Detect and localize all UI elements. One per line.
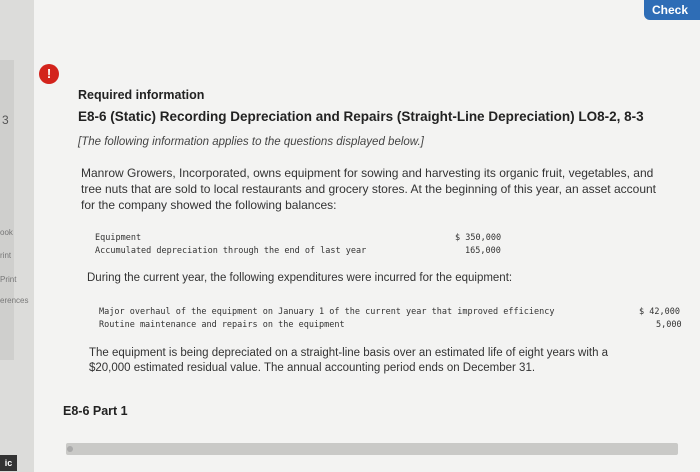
sidebar-link-references[interactable]: erences bbox=[0, 296, 29, 305]
balance-value-accumulated-depreciation: 165,000 bbox=[465, 246, 501, 256]
expenditure-value-maintenance: 5,000 bbox=[656, 320, 682, 330]
expenditure-value-overhaul: $ 42,000 bbox=[639, 307, 680, 317]
sidebar-question-number[interactable]: 3 bbox=[2, 113, 9, 127]
balance-label-accumulated-depreciation: Accumulated depreciation through the end of last year bbox=[95, 246, 367, 256]
balance-label-equipment: Equipment bbox=[95, 233, 142, 243]
depreciation-paragraph: The equipment is being depreciated on a straight-line basis over an estimated life of eight years with a $20,000 estimated residual value. The annual accounting period ends on December 31. bbox=[89, 347, 609, 374]
sidebar-link-print[interactable]: rint bbox=[0, 251, 12, 260]
part-progress-bar[interactable] bbox=[66, 443, 678, 455]
alert-icon: ! bbox=[39, 64, 59, 84]
info-note: [The following information applies to the questions displayed below.] bbox=[78, 136, 424, 148]
required-information-label: Required information bbox=[78, 88, 205, 102]
balance-value-equipment: $ 350,000 bbox=[455, 233, 502, 243]
check-button[interactable]: Check bbox=[644, 0, 700, 20]
expenditures-intro: During the current year, the following expenditures were incurred for the equipment: bbox=[87, 272, 513, 284]
exercise-title: E8-6 (Static) Recording Depreciation and Repairs (Straight-Line Depreciation) LO8-2, 8-3 bbox=[78, 109, 644, 124]
intro-paragraph: Manrow Growers, Incorporated, owns equipment for sowing and harvesting its organic fruit, vegetables, and tree nuts that are sold to local restaurants and grocery stores. At the beginning of this year, an asset account for the company showed the following balances: bbox=[81, 166, 657, 212]
progress-dot-icon bbox=[67, 446, 73, 452]
sidebar-link-print-2[interactable]: Print bbox=[0, 275, 17, 284]
expenditure-label-maintenance: Routine maintenance and repairs on the equipment bbox=[99, 320, 345, 330]
expenditure-label-overhaul: Major overhaul of the equipment on January 1 of the current year that improved efficiency bbox=[99, 307, 555, 317]
sidebar-badge[interactable]: ic bbox=[0, 455, 17, 471]
sidebar-link-ebook[interactable]: ook bbox=[0, 228, 13, 237]
left-sidebar bbox=[0, 0, 34, 472]
part-heading: E8-6 Part 1 bbox=[63, 404, 128, 418]
